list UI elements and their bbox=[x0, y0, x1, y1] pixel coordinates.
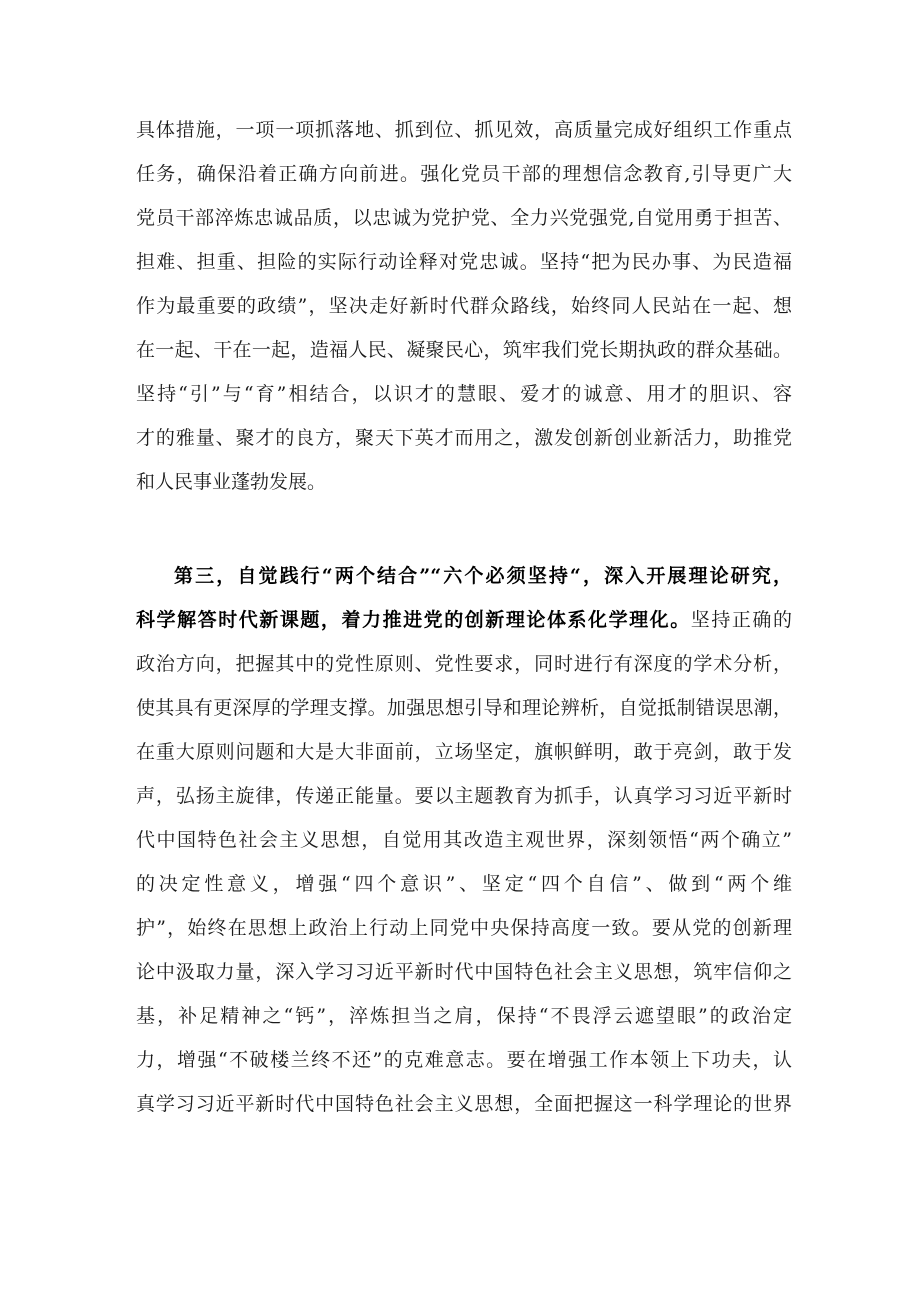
paragraph-line: 作为最重要的政绩”，坚决走好新时代群众路线，始终同人民站在一起、想 bbox=[136, 295, 792, 317]
paragraph-line: 和人民事业蓬勃发展。 bbox=[136, 471, 327, 493]
section-heading-part-1: 第三，自觉践行“两个结合”“六个必须坚持“，深入开展理论研究， bbox=[174, 565, 792, 587]
paragraph-line: 论中汲取力量，深入学习习近平新时代中国特色社会主义思想，筑牢信仰之 bbox=[136, 961, 792, 983]
paragraph-third-point bbox=[136, 554, 792, 1126]
paragraph-line: 力，增强“不破楼兰终不还”的克难意志。要在增强工作本领上下功夫，认 bbox=[136, 1049, 792, 1071]
paragraph-line: 党员干部淬炼忠诚品质，以忠诚为党护党、全力兴党强党,自觉用勇于担苦、 bbox=[136, 207, 792, 229]
paragraph-line: 政治方向，把握其中的党性原则、党性要求，同时进行有深度的学术分析， bbox=[136, 653, 792, 675]
paragraph-line: 在重大原则问题和大是大非面前，立场坚定，旗帜鲜明，敢于亮剑，敢于发 bbox=[136, 741, 792, 763]
section-heading-part-2: 科学解答时代新课题，着力推进党的创新理论体系化学理化。 bbox=[136, 609, 691, 631]
paragraph-line: 护”，始终在思想上政治上行动上同党中央保持高度一致。要从党的创新理 bbox=[136, 917, 792, 939]
paragraph-organization-work bbox=[136, 108, 792, 504]
paragraph-line: 使其具有更深厚的学理支撑。加强思想引导和理论辨析，自觉抵制错误思潮， bbox=[136, 697, 792, 719]
paragraph-line: 的决定性意义，增强“四个意识”、坚定“四个自信”、做到“两个维 bbox=[136, 873, 792, 895]
paragraph-line bbox=[136, 554, 792, 598]
paragraph-line: 才的雅量、聚才的良方，聚天下英才而用之，激发创新创业新活力，助推党 bbox=[136, 427, 792, 449]
paragraph-line: 真学习习近平新时代中国特色社会主义思想，全面把握这一科学理论的世界 bbox=[136, 1093, 792, 1115]
paragraph-line bbox=[136, 598, 792, 642]
paragraph-line: 在一起、干在一起，造福人民、凝聚民心，筑牢我们党长期执政的群众基础。 bbox=[136, 339, 792, 361]
paragraph-line: 任务，确保沿着正确方向前进。强化党员干部的理想信念教育,引导更广大 bbox=[136, 163, 792, 185]
paragraph-text-run: 坚持正确的 bbox=[690, 609, 792, 631]
paragraph-line: 声，弘扬主旋律，传递正能量。要以主题教育为抓手，认真学习习近平新时 bbox=[136, 785, 792, 807]
paragraph-line: 担难、担重、担险的实际行动诠释对党忠诚。坚持“把为民办事、为民造福 bbox=[136, 251, 792, 273]
paragraph-line: 代中国特色社会主义思想，自觉用其改造主观世界，深刻领悟“两个确立” bbox=[136, 829, 792, 851]
paragraph-line: 坚持“引”与“育”相结合，以识才的慧眼、爱才的诚意、用才的胆识、容 bbox=[136, 383, 792, 405]
paragraph-line: 具体措施，一项一项抓落地、抓到位、抓见效，高质量完成好组织工作重点 bbox=[136, 119, 792, 141]
paragraph-line: 基，补足精神之“钙”，淬炼担当之肩，保持“不畏浮云遮望眼”的政治定 bbox=[136, 1005, 792, 1027]
